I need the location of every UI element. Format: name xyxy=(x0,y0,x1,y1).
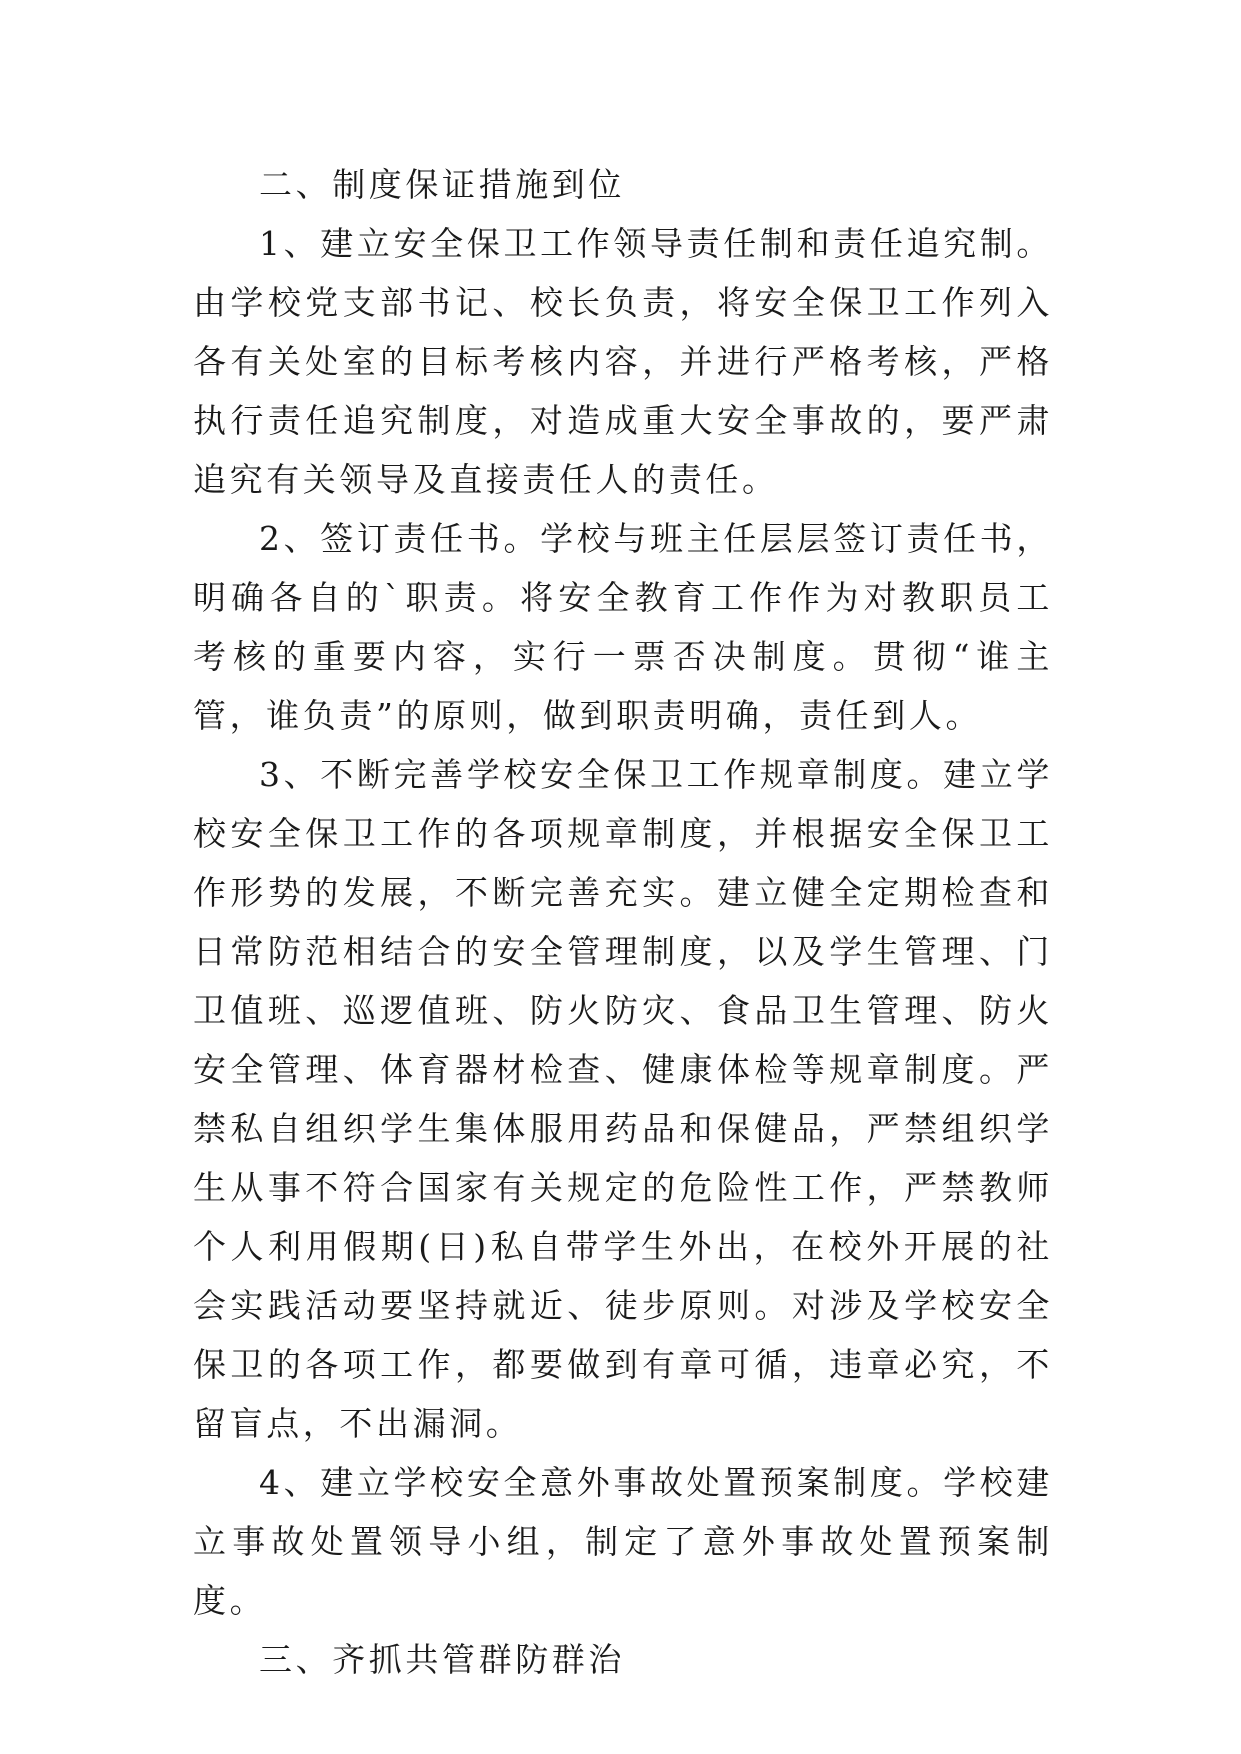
paragraph-3: 3、不断完善学校安全保卫工作规章制度。建立学校安全保卫工作的各项规章制度，并根据安全保卫工作形势的发展，不断完善充实。建立健全定期检查和日常防范相结合的安全管理制度，以及学生管理、门卫值班、巡逻值班、防火防灾、食品卫生管理、防火安全管理、体育器材检查、健康体检等规章制度。严禁私自组织学生集体服用药品和保健品，严禁组织学生从事不符合国家有关规定的危险性工作，严禁教师个人利用假期(日)私自带学生外出，在校外开展的社会实践活动要坚持就近、徒步原则。对涉及学校安全保卫的各项工作，都要做到有章可循，违章必究，不留盲点，不出漏洞。 xyxy=(193,755,1053,1443)
section-heading-3: 三、齐抓共管群防群治 xyxy=(259,1640,625,1679)
paragraph-4: 4、建立学校安全意外事故处置预案制度。学校建立事故处置领导小组，制定了意外事故处置预案制度。 xyxy=(193,1463,1053,1620)
section-heading-2: 二、制度保证措施到位 xyxy=(259,165,625,204)
document-body xyxy=(193,155,1053,1689)
paragraph-1: 1、建立安全保卫工作领导责任制和责任追究制。由学校党支部书记、校长负责，将安全保卫工作列入各有关处室的目标考核内容，并进行严格考核，严格执行责任追究制度，对造成重大安全事故的，要严肃追究有关领导及直接责任人的责任。 xyxy=(193,224,1053,499)
paragraph-2: 2、签订责任书。学校与班主任层层签订责任书，明确各自的`职责。将安全教育工作作为对教职员工考核的重要内容，实行一票否决制度。贯彻“谁主管，谁负责”的原则，做到职责明确，责任到人。 xyxy=(193,519,1053,735)
